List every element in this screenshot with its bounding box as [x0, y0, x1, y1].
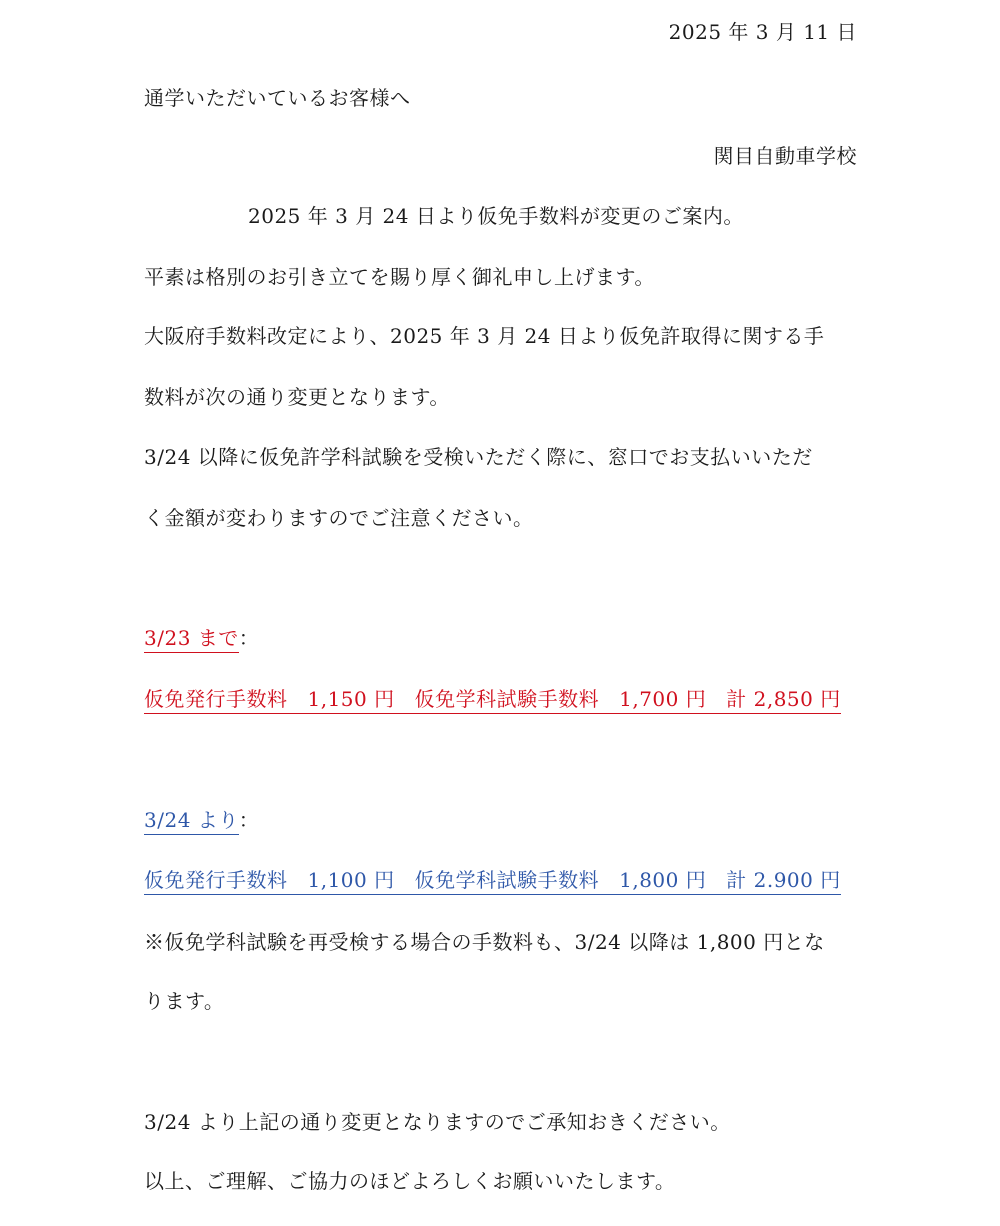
change-paragraph-line-2: 数料が次の通り変更となります。	[144, 385, 450, 409]
old-fees-heading-colon: ：	[238, 626, 260, 650]
new-fees-heading-label: 3/24 より	[144, 808, 239, 835]
payment-paragraph-line-2: く金額が変わりますのでご注意ください。	[144, 506, 534, 530]
notice-title: 2025 年 3 月 24 日より仮免手数料が変更のご案内。	[248, 204, 744, 228]
new-fees-heading-colon: ：	[238, 808, 260, 832]
greeting-paragraph: 平素は格別のお引き立てを賜り厚く御礼申し上げます。	[144, 265, 655, 289]
new-issue-fee-label: 仮免発行手数料	[144, 868, 288, 892]
change-paragraph-line-1: 大阪府手数料改定により、2025 年 3 月 24 日より仮免許取得に関する手	[144, 324, 825, 348]
old-fees-row	[144, 685, 841, 713]
closing-line-1: 3/24 より上記の通り変更となりますのでご承知おきください。	[144, 1110, 731, 1134]
notice-date: 2025 年 3 月 11 日	[668, 20, 857, 44]
retake-note-line-1: ※仮免学科試験を再受検する場合の手数料も、3/24 以降は 1,800 円とな	[144, 930, 825, 954]
recipient-line: 通学いただいているお客様へ	[144, 86, 411, 110]
old-issue-fee-value: 1,150 円	[307, 687, 395, 711]
old-fees-heading	[144, 624, 259, 652]
payment-paragraph-line-1: 3/24 以降に仮免許学科試験を受検いただく際に、窓口でお支払いいただ	[144, 445, 813, 469]
new-fees-heading	[144, 806, 259, 834]
new-issue-fee-value: 1,100 円	[307, 868, 395, 892]
retake-note-line-2: ります。	[144, 989, 225, 1013]
new-exam-fee-value: 1,800 円	[619, 868, 707, 892]
old-exam-fee-label: 仮免学科試験手数料	[414, 687, 600, 711]
new-exam-fee-label: 仮免学科試験手数料	[414, 868, 600, 892]
closing-line-2: 以上、ご理解、ご協力のほどよろしくお願いいたします。	[144, 1169, 676, 1193]
old-fees-detail	[144, 687, 841, 714]
sender-name: 関目自動車学校	[713, 144, 857, 168]
old-fees-heading-label: 3/23 まで	[144, 626, 239, 653]
old-issue-fee-label: 仮免発行手数料	[144, 687, 288, 711]
new-total-fee: 計 2.900 円	[726, 868, 841, 892]
old-exam-fee-value: 1,700 円	[619, 687, 707, 711]
old-total-fee: 計 2,850 円	[726, 687, 841, 711]
new-fees-row	[144, 866, 841, 894]
new-fees-detail	[144, 868, 841, 895]
